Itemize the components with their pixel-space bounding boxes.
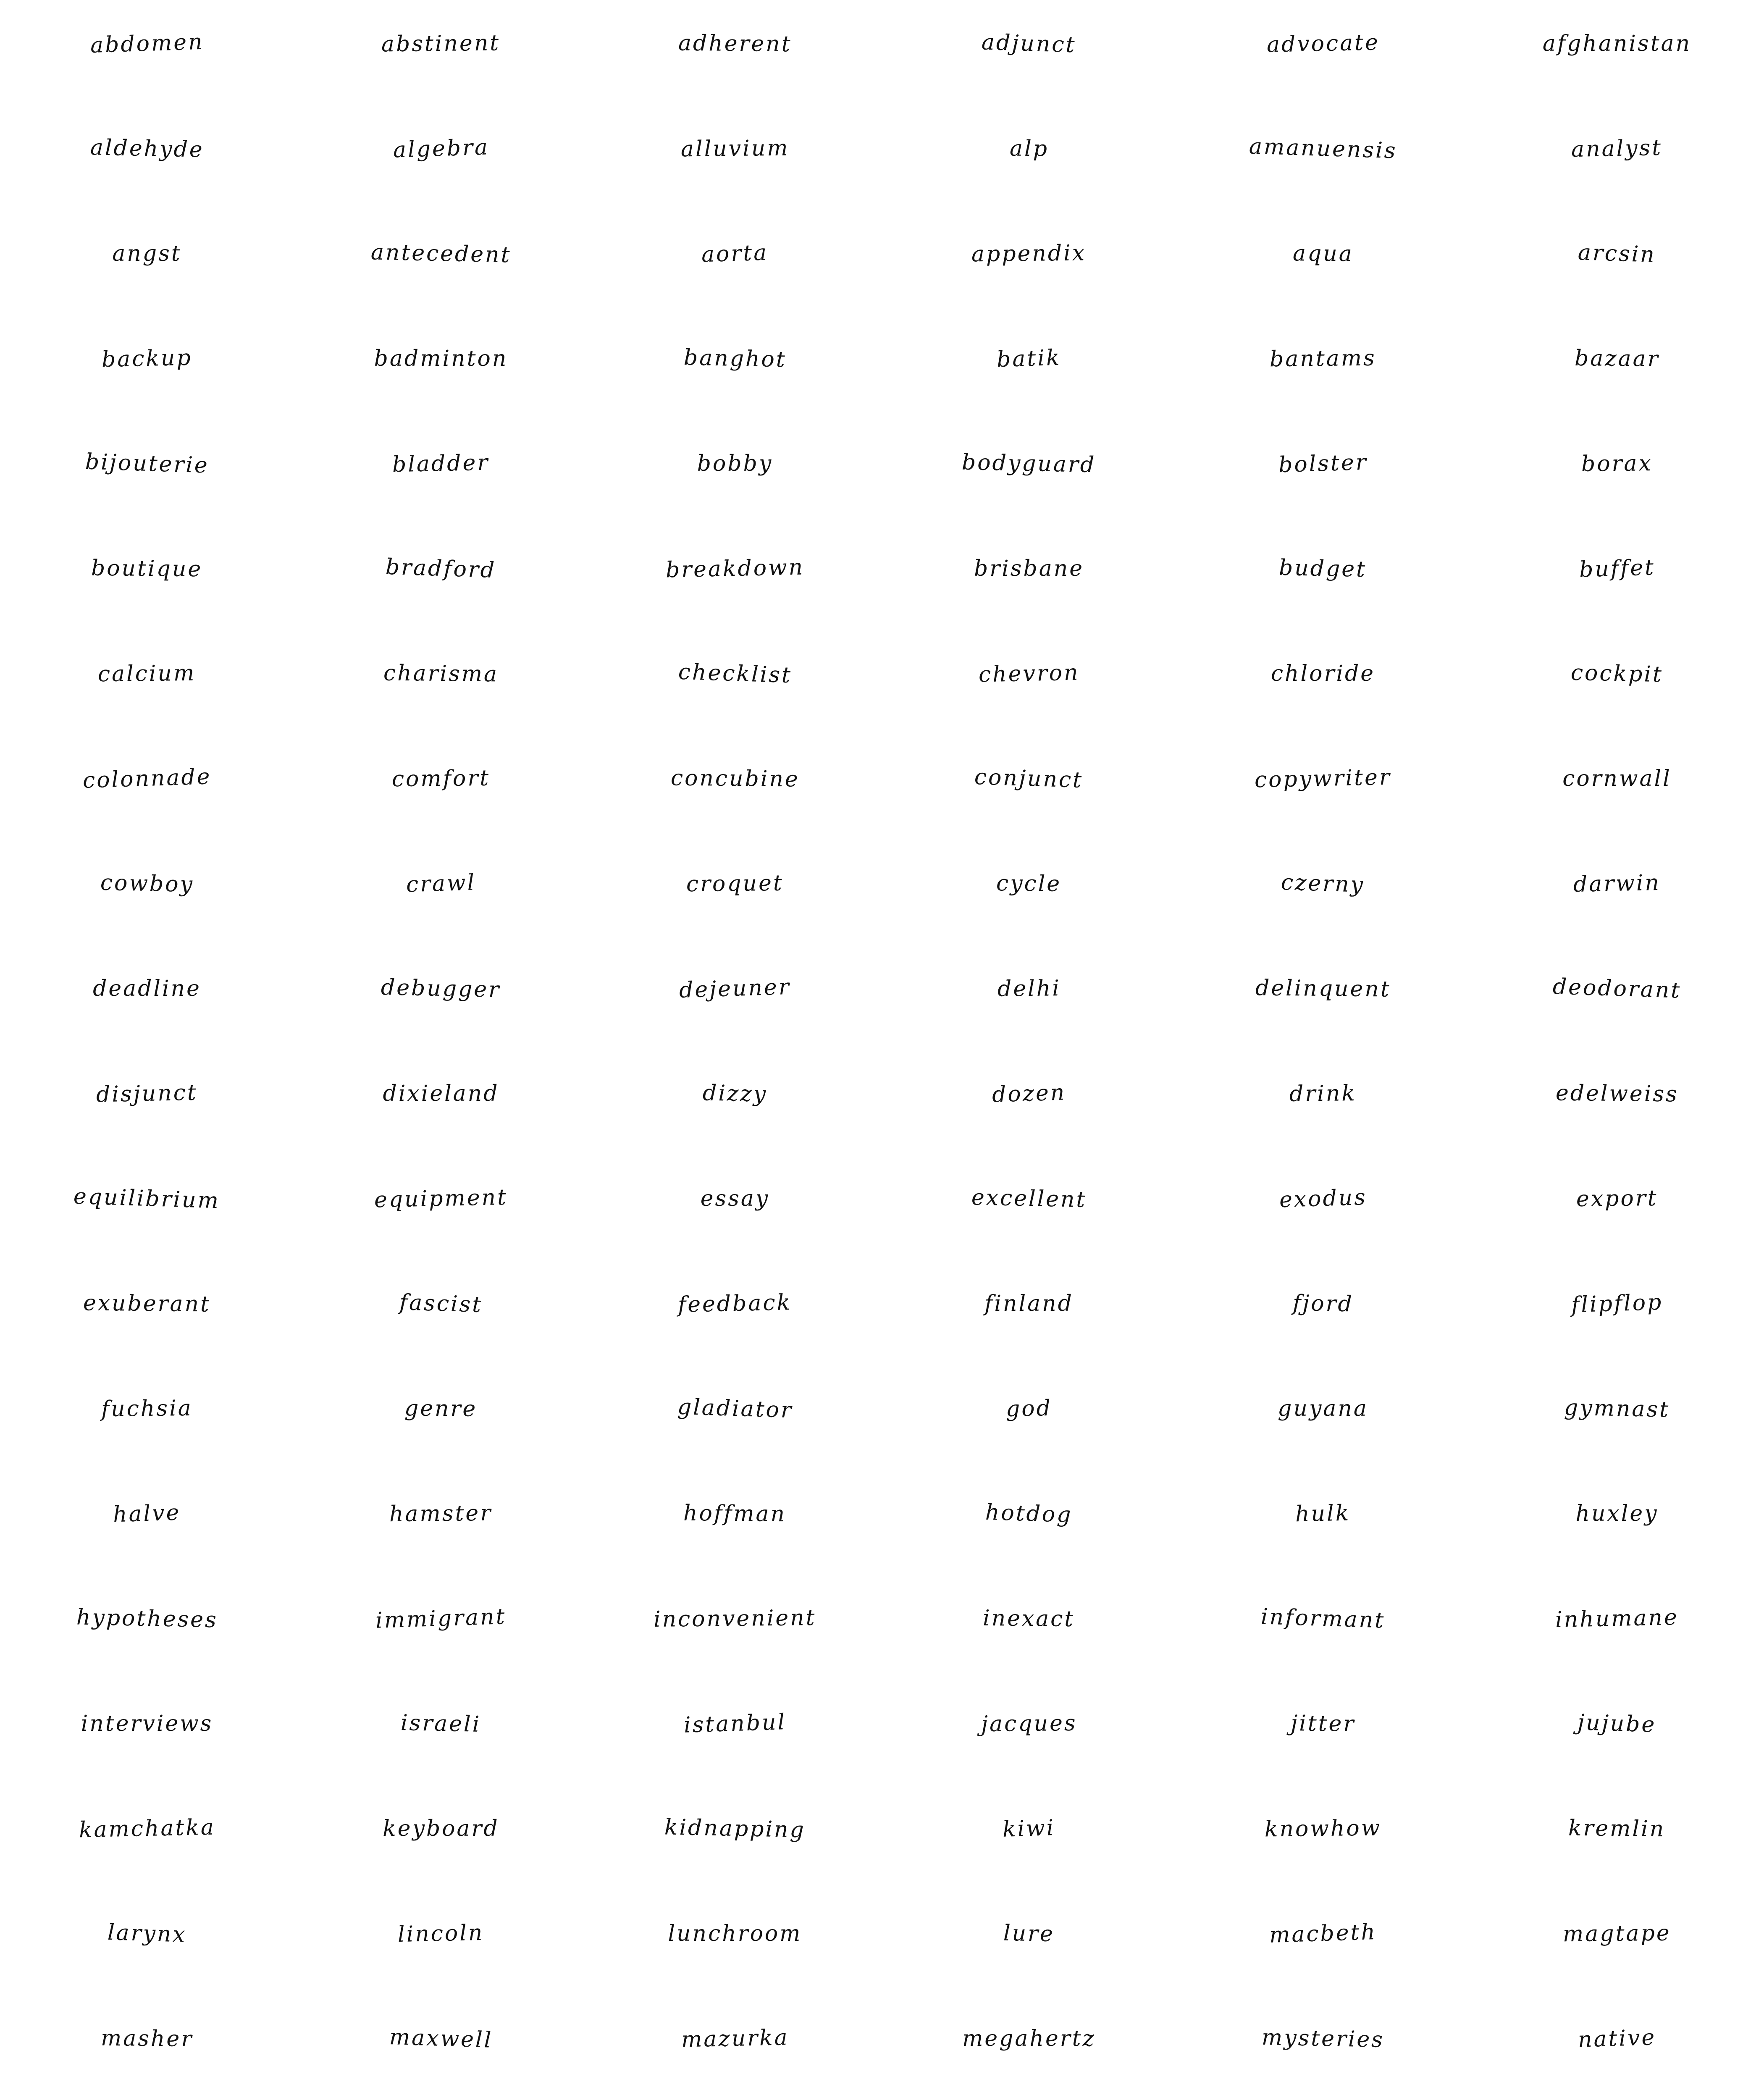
word-cell [0,525,294,580]
handwritten-word: exuberant [83,1290,211,1317]
handwritten-word: megahertz [962,2026,1096,2051]
handwritten-word: export [1576,1185,1658,1212]
handwritten-word: inconvenient [653,1605,817,1633]
word-cell [294,840,588,898]
word-cell [294,735,588,790]
handwritten-word: chevron [978,660,1080,688]
handwritten-word: kiwi [1002,1815,1056,1842]
word-cell [0,1575,294,1633]
word-cell [0,1680,294,1735]
handwritten-word: cowboy [100,870,194,898]
handwritten-word: delinquent [1255,975,1391,1002]
handwritten-word: antecedent [370,239,512,268]
handwritten-word: delhi [997,976,1061,1002]
word-cell [1176,105,1470,164]
word-cell [882,105,1176,160]
word-cell [294,945,588,1003]
word-cell [0,1365,294,1420]
word-cell [0,420,294,478]
word-cell [882,1365,1176,1420]
handwritten-word: magtape [1562,1920,1672,1947]
word-cell [1176,1890,1470,1948]
word-cell [882,735,1176,793]
handwritten-word: alluvium [680,135,790,162]
word-cell [588,420,882,475]
handwritten-word: chloride [1270,661,1376,686]
word-cell [588,1890,882,1945]
word-cell [1176,420,1470,478]
handwritten-word: alp [1009,136,1049,162]
word-cell [882,420,1176,478]
word-cell [1470,1260,1764,1318]
handwritten-word: feedback [677,1290,793,1318]
handwritten-word: hoffman [683,1500,787,1527]
word-cell [0,1260,294,1315]
word-cell [294,1680,588,1735]
handwritten-word: mysteries [1261,2024,1385,2053]
handwritten-word: badminton [374,346,508,371]
word-cell [294,1470,588,1525]
handwritten-word: huxley [1575,1501,1659,1526]
handwritten-word: afghanistan [1542,31,1692,56]
handwritten-word: excellent [971,1185,1087,1213]
handwritten-word: charisma [383,660,499,687]
word-cell [1176,630,1470,685]
handwritten-word: banghot [683,345,787,373]
handwritten-word: bradford [385,554,497,583]
word-cell [1176,1680,1470,1735]
handwritten-word: cycle [996,871,1062,897]
handwritten-word: essay [700,1186,770,1211]
word-cell [588,1365,882,1423]
handwritten-word: deadline [93,976,201,1001]
handwritten-word: debugger [381,975,501,1003]
word-cell [882,0,1176,58]
word-cell [0,1785,294,1843]
word-cell [0,1155,294,1214]
word-cell [882,1050,1176,1108]
handwritten-word: brisbane [974,556,1084,581]
word-cell [294,1785,588,1840]
word-cell [882,525,1176,580]
word-cell [1470,840,1764,898]
word-cell [588,525,882,583]
handwritten-word: finland [984,1291,1074,1316]
word-cell [1470,0,1764,55]
handwritten-word: jitter [1290,1711,1356,1737]
word-cell [1176,0,1470,58]
handwritten-word: informant [1260,1604,1386,1633]
handwritten-word: backup [101,345,193,373]
handwritten-word: bolster [1278,449,1368,478]
handwritten-word: god [1005,1395,1053,1422]
handwritten-word: calcium [98,660,196,687]
word-cell [294,630,588,685]
word-cell [1470,525,1764,583]
word-cell [294,1050,588,1105]
word-cell [1176,1050,1470,1105]
word-cell [0,1470,294,1528]
word-cell [882,210,1176,265]
word-cell [882,1260,1176,1315]
word-cell [882,945,1176,1000]
word-cell [1470,210,1764,268]
word-cell [588,1995,882,2053]
handwritten-word: dizzy [702,1080,768,1107]
handwritten-word: dixieland [383,1081,499,1106]
word-cell [1470,735,1764,790]
word-cell [882,315,1176,373]
handwritten-word: equipment [374,1184,508,1213]
word-cell [1176,1155,1470,1213]
word-cell [1176,210,1470,265]
word-cell [1176,945,1470,1000]
word-cell [1470,630,1764,688]
handwritten-word: czerny [1281,869,1365,898]
word-cell [294,1575,588,1633]
handwritten-word: flipflop [1570,1289,1664,1318]
handwritten-word: drink [1289,1081,1357,1107]
handwritten-word: jujube [1577,1710,1657,1738]
handwritten-word: native [1578,2025,1656,2053]
handwritten-word: dozen [991,1080,1067,1108]
word-cell [1470,315,1764,370]
word-cell [1176,1575,1470,1633]
word-cell [294,1890,588,1948]
handwritten-word: hulk [1295,1500,1351,1527]
handwritten-word: appendix [971,240,1087,267]
word-cell [588,1575,882,1633]
word-cell [0,0,294,58]
word-cell [0,840,294,898]
handwritten-word: cockpit [1570,660,1664,688]
handwritten-word: kidnapping [664,1814,806,1843]
word-cell [294,525,588,583]
handwritten-word: istanbul [683,1709,787,1738]
word-cell [0,105,294,163]
word-cell [588,1785,882,1843]
handwritten-word: inhumane [1555,1604,1679,1633]
handwritten-word: aqua [1292,241,1354,267]
handwritten-word: kamchatka [78,1814,216,1843]
word-cell [882,1890,1176,1945]
handwritten-word: boutique [91,555,203,582]
word-cell [588,1050,882,1105]
word-cell [882,1155,1176,1213]
word-cell [294,210,588,268]
handwritten-word: comfort [391,765,491,792]
word-cell [1470,1155,1764,1210]
handwritten-word: keyboard [383,1816,499,1841]
handwritten-word: angst [112,241,182,266]
word-cell [588,945,882,1003]
word-cell [0,735,294,793]
word-cell [588,0,882,55]
handwritten-word: bazaar [1574,345,1660,372]
word-cell [294,1365,588,1420]
word-cell [1470,420,1764,475]
word-cell [588,1470,882,1525]
handwritten-word: advocate [1266,30,1380,58]
word-cell [0,1890,294,1948]
handwritten-word: breakdown [665,554,805,583]
word-cell [0,210,294,265]
handwritten-word: masher [100,2025,194,2052]
word-cell [1176,525,1470,583]
word-cell [882,1995,1176,2050]
word-cell [0,945,294,1000]
word-cell [1470,1575,1764,1633]
handwritten-word: gladiator [677,1394,793,1423]
word-cell [1470,1680,1764,1738]
word-cell [588,1680,882,1738]
word-cell [294,1155,588,1213]
word-cell [588,840,882,895]
handwritten-word: lunchroom [668,1921,802,1946]
handwritten-word: gymnast [1564,1395,1670,1423]
handwritten-word: jacques [981,1710,1077,1737]
word-cell [1176,840,1470,898]
handwritten-word: darwin [1573,870,1661,898]
handwritten-word: hypotheses [76,1604,218,1633]
word-cell [588,630,882,688]
handwritten-word: macbeth [1269,1919,1377,1948]
word-cell [882,630,1176,688]
handwritten-word: lure [1003,1920,1055,1947]
handwritten-word: equilibrium [73,1184,221,1214]
handwritten-word: aorta [701,240,769,268]
word-cell [294,315,588,370]
handwritten-word: israeli [400,1710,482,1737]
handwritten-word: maxwell [389,2024,493,2053]
handwritten-word: lincoln [397,1920,485,1948]
word-cell [882,1470,1176,1528]
handwritten-word: fjord [1292,1290,1354,1317]
word-cell [1470,1785,1764,1840]
handwritten-word: budget [1278,555,1368,583]
handwritten-word: immigrant [375,1604,507,1633]
word-cell [1470,1470,1764,1525]
word-cell [588,210,882,268]
handwritten-word: fascist [399,1289,483,1318]
word-cell [882,1575,1176,1630]
word-cell [882,1785,1176,1840]
word-cell [294,1260,588,1318]
handwritten-word: kremlin [1568,1815,1666,1842]
handwritten-word: abstinent [381,30,501,57]
handwritten-word: checklist [677,659,793,688]
handwritten-word: adherent [678,30,792,57]
handwritten-word: bijouterie [84,449,210,478]
handwritten-word: fuchsia [101,1395,193,1422]
word-cell [1176,1785,1470,1840]
handwritten-word: amanuensis [1248,134,1398,164]
handwritten-word: conjunct [974,764,1084,793]
handwritten-word: edelweiss [1555,1080,1679,1107]
handwritten-word: mazurka [681,2025,789,2053]
word-cell [1176,1365,1470,1420]
handwritten-word: concubine [670,765,800,792]
word-cell [588,735,882,790]
handwritten-word: dejeuner [679,974,791,1003]
word-cell [882,840,1176,895]
handwritten-word: buffet [1578,555,1656,583]
word-cell [0,315,294,373]
word-cell [1176,1470,1470,1525]
handwritten-word: deodorant [1552,974,1682,1003]
handwritten-word: colonnade [82,764,212,793]
word-cell [0,1050,294,1108]
handwritten-word: hamster [389,1500,493,1527]
handwritten-word: arcsin [1578,240,1656,268]
word-cell [588,315,882,373]
handwritten-word: croquet [686,870,784,897]
handwritten-word: larynx [107,1920,187,1948]
word-cell [0,630,294,685]
word-cell [294,1995,588,2053]
word-cell [588,1260,882,1318]
handwritten-word: algebra [392,134,490,163]
word-cell [1470,1890,1764,1945]
handwritten-word: batik [996,345,1062,373]
word-cell [1176,1995,1470,2053]
word-cell [294,105,588,163]
word-cell [1176,1260,1470,1315]
handwritten-word: adjunct [981,29,1077,58]
word-cell [1470,105,1764,163]
handwritten-word: halve [113,1500,181,1528]
word-cell [294,0,588,55]
handwritten-word: knowhow [1264,1815,1382,1842]
handwritten-word: borax [1581,451,1653,477]
word-cell [1176,315,1470,370]
handwritten-word: bladder [392,450,490,478]
word-cell [588,1155,882,1210]
word-cell [0,1995,294,2050]
handwritten-word: bodyguard [961,449,1097,478]
handwritten-word: exodus [1278,1184,1368,1213]
word-cell [1470,945,1764,1003]
word-cell [588,105,882,160]
handwritten-word: aldehyde [90,135,204,163]
handwritten-word: analyst [1571,135,1663,163]
handwritten-word: copywriter [1254,764,1392,793]
word-cell [1470,1365,1764,1423]
word-cell [1176,735,1470,793]
word-cell [882,1680,1176,1735]
handwritten-word: bobby [697,451,773,476]
handwritten-word: guyana [1278,1396,1368,1421]
handwritten-word: bantams [1269,345,1377,372]
handwritten-word: interviews [81,1711,213,1736]
handwritten-word: hotdog [985,1499,1073,1528]
handwritten-word: inexact [983,1605,1075,1632]
handwritten-word: abdomen [89,29,205,58]
word-cell [294,420,588,478]
handwritten-word: crawl [406,870,476,898]
handwritten-word: genre [404,1396,478,1422]
word-cell [1470,1995,1764,2053]
handwritten-word: cornwall [1562,766,1672,791]
word-cell [1470,1050,1764,1105]
handwritten-word: disjunct [96,1080,198,1108]
